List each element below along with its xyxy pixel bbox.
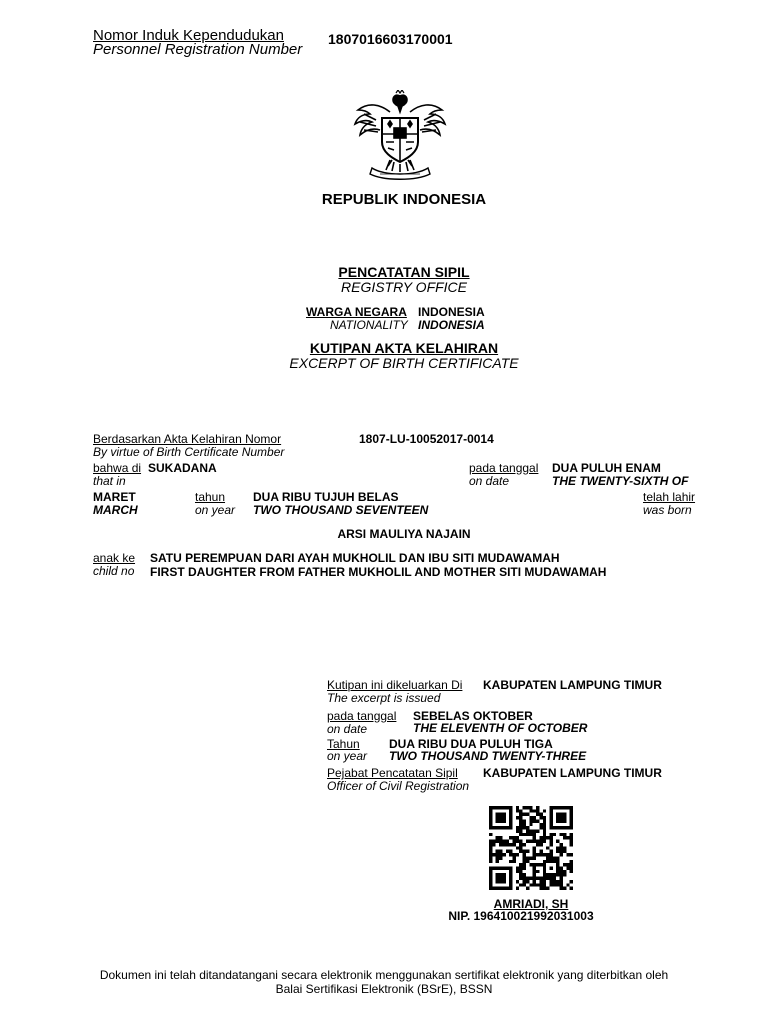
- birth-year: DUA RIBU TUJUH BELAS: [253, 490, 399, 504]
- nationality-label-en: NATIONALITY: [330, 318, 408, 332]
- nik-value: 1807016603170001: [328, 31, 453, 47]
- document-title: KUTIPAN AKTA KELAHIRAN: [309, 340, 499, 356]
- issue-date-label: pada tanggal: [327, 709, 397, 723]
- birth-day-en: THE TWENTY-SIXTH OF: [552, 474, 689, 488]
- officer-place: KABUPATEN LAMPUNG TIMUR: [483, 766, 662, 780]
- footer-line-2: Balai Sertifikasi Elektronik (BSrE), BSSN: [275, 982, 493, 996]
- footer-line-1: Dokumen ini telah ditandatangani secara elektronik menggunakan sertifikat elektronik yang diterbitkan oleh: [99, 968, 669, 982]
- issue-year-label: Tahun: [327, 737, 360, 751]
- issue-date-label-en: on date: [327, 722, 368, 736]
- nik-label-en: Personnel Registration Number: [93, 41, 303, 58]
- document-title-en: EXCERPT OF BIRTH CERTIFICATE: [289, 355, 519, 371]
- issue-date: SEBELAS OKTOBER: [413, 709, 533, 723]
- birth-year-label-en: on year: [195, 503, 236, 517]
- nationality-value-en: INDONESIA: [418, 318, 485, 332]
- child-order-label: anak ke: [93, 551, 136, 565]
- birth-date-label: pada tanggal: [469, 461, 539, 475]
- officer-label: Pejabat Pencatatan Sipil: [327, 766, 458, 780]
- garuda-emblem-icon: [350, 90, 450, 182]
- birth-month-en: MARCH: [93, 503, 138, 517]
- office-title: PENCATATAN SIPIL: [338, 264, 470, 280]
- place-label-en: that in: [93, 474, 126, 488]
- nationality-label: WARGA NEGARA: [306, 305, 407, 319]
- issued-label-en: The excerpt is issued: [327, 691, 441, 705]
- birth-year-label: tahun: [195, 490, 226, 504]
- child-order-value: SATU PEREMPUAN DARI AYAH MUKHOLIL DAN IBU SITI MUDAWAMAH: [150, 551, 560, 565]
- place-label: bahwa di: [93, 461, 142, 475]
- issued-place: KABUPATEN LAMPUNG TIMUR: [483, 678, 662, 692]
- birth-date-label-en: on date: [469, 474, 510, 488]
- child-order-value-en: FIRST DAUGHTER FROM FATHER MUKHOLIL AND MOTHER SITI MUDAWAMAH: [150, 565, 607, 579]
- cert-no-value: 1807-LU-10052017-0014: [359, 432, 494, 446]
- issue-date-en: THE ELEVENTH OF OCTOBER: [413, 721, 588, 735]
- born-label-en: was born: [643, 503, 692, 517]
- qr-code-icon: [489, 806, 573, 890]
- signer-nip: NIP. 196410021992031003: [448, 909, 594, 923]
- signer-name: AMRIADI, SH: [493, 897, 569, 911]
- office-title-en: REGISTRY OFFICE: [340, 279, 468, 295]
- issue-year-label-en: on year: [327, 749, 368, 763]
- officer-label-en: Officer of Civil Registration: [327, 779, 470, 793]
- cert-no-label-en: By virtue of Birth Certificate Number: [93, 445, 285, 459]
- country-title: REPUBLIK INDONESIA: [321, 191, 487, 208]
- child-order-label-en: child no: [93, 564, 135, 578]
- place-value: SUKADANA: [148, 461, 217, 475]
- issued-label: Kutipan ini dikeluarkan Di: [327, 678, 463, 692]
- nik-label: Nomor Induk Kependudukan: [93, 27, 284, 44]
- born-label: telah lahir: [643, 490, 696, 504]
- child-name: ARSI MAULIYA NAJAIN: [337, 527, 471, 541]
- birth-day: DUA PULUH ENAM: [552, 461, 661, 475]
- issue-year: DUA RIBU DUA PULUH TIGA: [389, 737, 553, 751]
- nationality-value: INDONESIA: [418, 305, 485, 319]
- cert-no-label: Berdasarkan Akta Kelahiran Nomor: [93, 432, 282, 446]
- birth-year-en: TWO THOUSAND SEVENTEEN: [253, 503, 429, 517]
- birth-month: MARET: [93, 490, 136, 504]
- issue-year-en: TWO THOUSAND TWENTY-THREE: [389, 749, 587, 763]
